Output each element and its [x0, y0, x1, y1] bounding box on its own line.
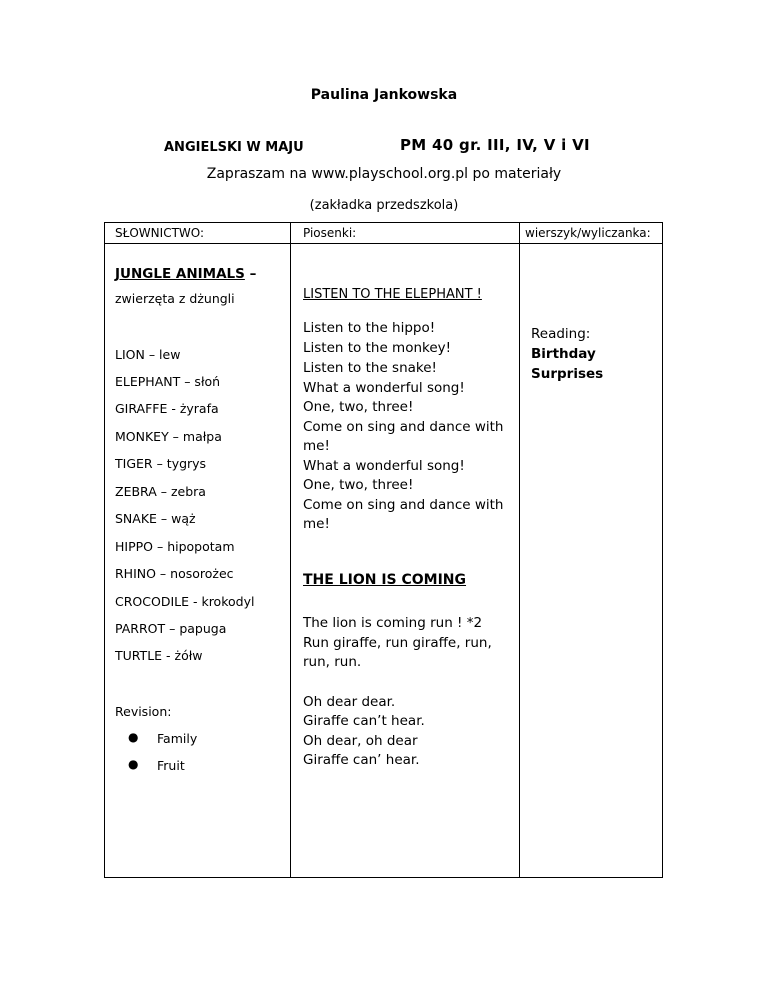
vocab-title-dash: – [244, 266, 257, 282]
song1-line: Listen to the monkey! [303, 340, 452, 356]
song1-title: LISTEN TO THE ELEPHANT ! [303, 287, 482, 302]
revision-item: Fruit [157, 758, 185, 773]
song2-line: Giraffe can’t hear. [303, 713, 425, 729]
reading-title: Birthday [531, 346, 596, 362]
song1-line: One, two, three! [303, 477, 414, 493]
song2-line: Giraffe can’ hear. [303, 752, 420, 768]
header-row-divider [105, 243, 662, 244]
author-name: Paulina Jankowska [310, 87, 458, 103]
vocab-subtitle: zwierzęta z dżungli [115, 291, 235, 306]
language-label: ANGIELSKI W MAJU [164, 140, 304, 155]
column-divider-2 [519, 223, 520, 877]
song1-line: Come on sing and dance with [303, 419, 504, 435]
song2-line: run, run. [303, 654, 362, 670]
vocab-item: HIPPO – hipopotam [115, 539, 235, 554]
song1-line: What a wonderful song! [303, 380, 465, 396]
song1-line: One, two, three! [303, 399, 414, 415]
revision-label: Revision: [115, 704, 172, 719]
song2-line: Oh dear dear. [303, 694, 396, 710]
vocab-item: CROCODILE - krokodyl [115, 594, 255, 609]
song2-line: The lion is coming run ! *2 [303, 615, 483, 631]
song1-line: Come on sing and dance with [303, 497, 504, 513]
bullet-icon: ● [128, 757, 139, 771]
song1-line: What a wonderful song! [303, 458, 465, 474]
vocab-header: SŁOWNICTWO: [115, 226, 205, 240]
song2-line: Run giraffe, run giraffe, run, [303, 635, 492, 651]
invite-text: Zapraszam na www.playschool.org.pl po materiały [206, 166, 562, 182]
bullet-icon: ● [128, 730, 139, 744]
vocab-item: PARROT – papuga [115, 621, 227, 636]
vocab-title-text: JUNGLE ANIMALS [115, 266, 245, 282]
vocab-item: RHINO – nosorożec [115, 566, 234, 581]
vocab-item: ELEPHANT – słoń [115, 374, 221, 389]
vocab-item: TIGER – tygrys [115, 456, 207, 471]
vocab-item: MONKEY – małpa [115, 429, 222, 444]
vocab-item: TURTLE - żółw [115, 648, 203, 663]
song1-line: Listen to the snake! [303, 360, 437, 376]
rhymes-header: wierszyk/wyliczanka: [525, 226, 651, 240]
song1-line: Listen to the hippo! [303, 320, 436, 336]
vocab-item: GIRAFFE - żyrafa [115, 401, 219, 416]
song2-title: THE LION IS COMING [303, 572, 467, 588]
lesson-table [104, 222, 663, 878]
group-label: PM 40 gr. III, IV, V i VI [400, 136, 590, 154]
song1-line: me! [303, 438, 330, 454]
vocab-item: SNAKE – wąż [115, 511, 196, 526]
song2-line: Oh dear, oh dear [303, 733, 418, 749]
songs-header: Piosenki: [303, 226, 357, 240]
vocab-item: ZEBRA – zebra [115, 484, 206, 499]
reading-title: Surprises [531, 366, 604, 382]
tab-note: (zakładka przedszkola) [309, 198, 459, 213]
revision-item: Family [157, 731, 198, 746]
song1-line: me! [303, 516, 330, 532]
column-divider-1 [290, 223, 291, 877]
reading-label: Reading: [531, 326, 591, 342]
vocab-title [115, 266, 256, 282]
vocab-item: LION – lew [115, 347, 181, 362]
